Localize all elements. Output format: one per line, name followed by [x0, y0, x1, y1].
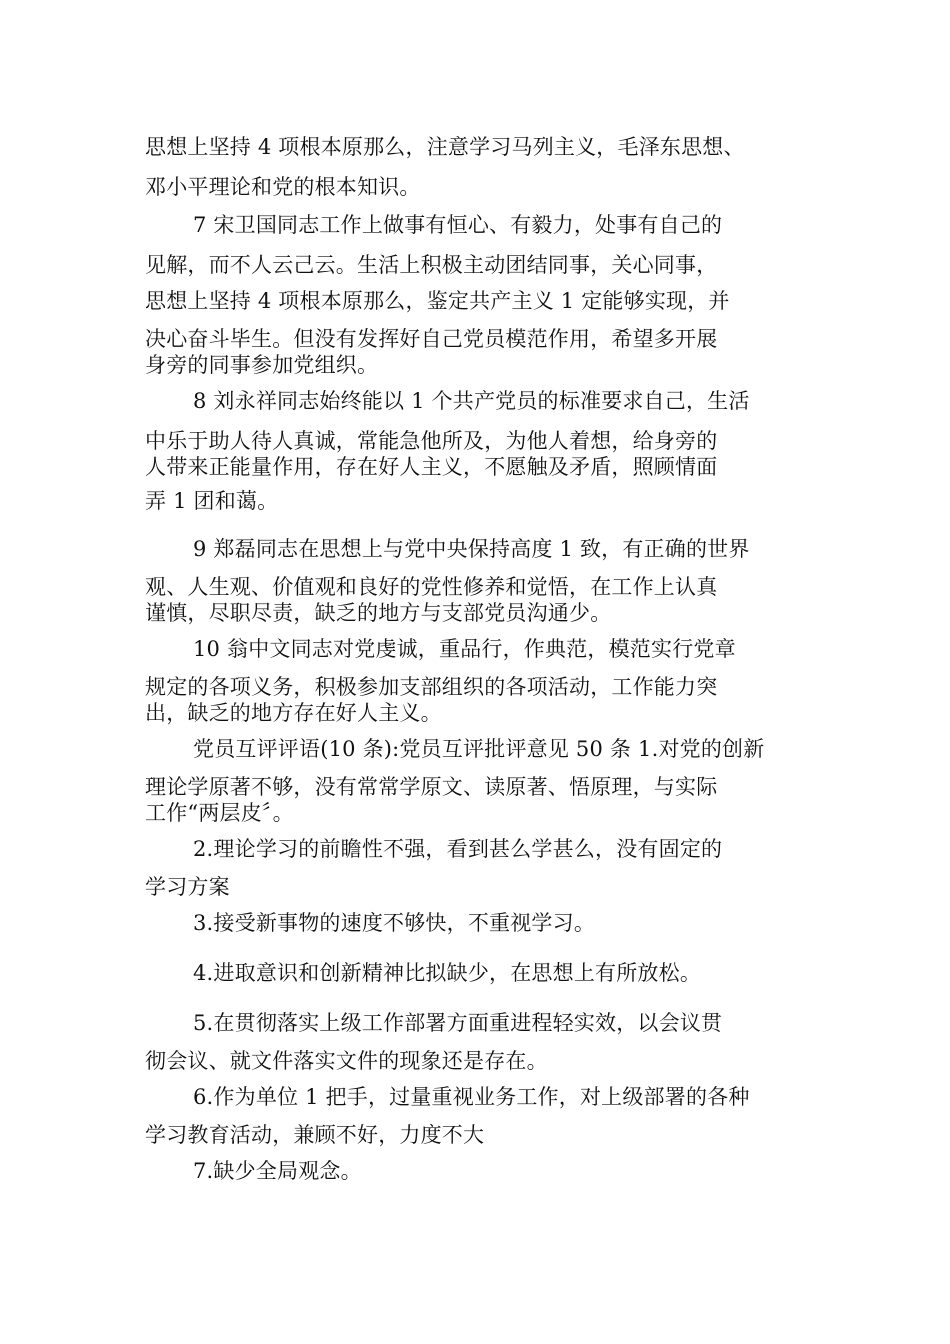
text-line: 学习教育活动，兼顾不好，力度不大: [145, 1123, 485, 1147]
text-line: 规定的各项义务，积极参加支部组织的各项活动，工作能力突: [145, 675, 718, 699]
text-line: 人带来正能量作用，存在好人主义，不愿触及矛盾，照顾情面: [145, 455, 718, 479]
text-line: 思想上坚持 4 项根本原那么，注意学习马列主义，毛泽东思想、: [145, 135, 745, 159]
text-line: 学习方案: [145, 875, 230, 899]
text-line: 工作“两层皮〞。: [145, 801, 294, 825]
text-line: 理论学原著不够，没有常常学原文、读原著、悟原理，与实际: [145, 775, 718, 799]
item-7-line: 7.缺少全局观念。: [193, 1159, 362, 1183]
text-line: 出，缺乏的地方存在好人主义。: [145, 701, 442, 725]
text-line: 见解，而不人云己云。生活上积极主动团结同事，关心同事，: [145, 253, 718, 277]
paragraph-9-line: 9 郑磊同志在思想上与党中央保持高度 1 致，有正确的世界: [193, 537, 750, 561]
item-6-line: 6.作为单位 1 把手，过量重视业务工作，对上级部署的各种: [193, 1085, 750, 1109]
paragraph-7-line: 7 宋卫国同志工作上做事有恒心、有毅力，处事有自己的: [193, 213, 723, 237]
text-line: 彻会议、就文件落实文件的现象还是存在。: [145, 1049, 548, 1073]
text-line: 思想上坚持 4 项根本原那么，鉴定共产主义 1 定能够实现，并: [145, 289, 730, 313]
section-heading-line: 党员互评评语(10 条):党员互评批评意见 50 条 1.对党的创新: [193, 737, 765, 761]
text-line: 身旁的同事参加党组织。: [145, 353, 379, 377]
text-line: 弄 1 团和蔼。: [145, 489, 279, 513]
text-line: 邓小平理论和党的根本知识。: [145, 175, 421, 199]
text-line: 决心奋斗毕生。但没有发挥好自己党员模范作用，希望多开展: [145, 327, 718, 351]
item-5-line: 5.在贯彻落实上级工作部署方面重进程轻实效，以会议贯: [193, 1011, 723, 1035]
text-line: 观、人生观、价值观和良好的党性修养和觉悟，在工作上认真: [145, 575, 718, 599]
text-line: 中乐于助人待人真诚，常能急他所及，为他人着想，给身旁的: [145, 429, 718, 453]
item-3-line: 3.接受新事物的速度不够快，不重视学习。: [193, 911, 596, 935]
paragraph-10-line: 10 翁中文同志对党虔诚，重品行，作典范，模范实行党章: [193, 637, 736, 661]
item-2-line: 2.理论学习的前瞻性不强，看到甚么学甚么，没有固定的: [193, 837, 723, 861]
item-4-line: 4.进取意识和创新精神比拟缺少，在思想上有所放松。: [193, 961, 702, 985]
paragraph-8-line: 8 刘永祥同志始终能以 1 个共产党员的标准要求自己，生活: [193, 389, 750, 413]
text-line: 谨慎，尽职尽责，缺乏的地方与支部党员沟通少。: [145, 601, 612, 625]
